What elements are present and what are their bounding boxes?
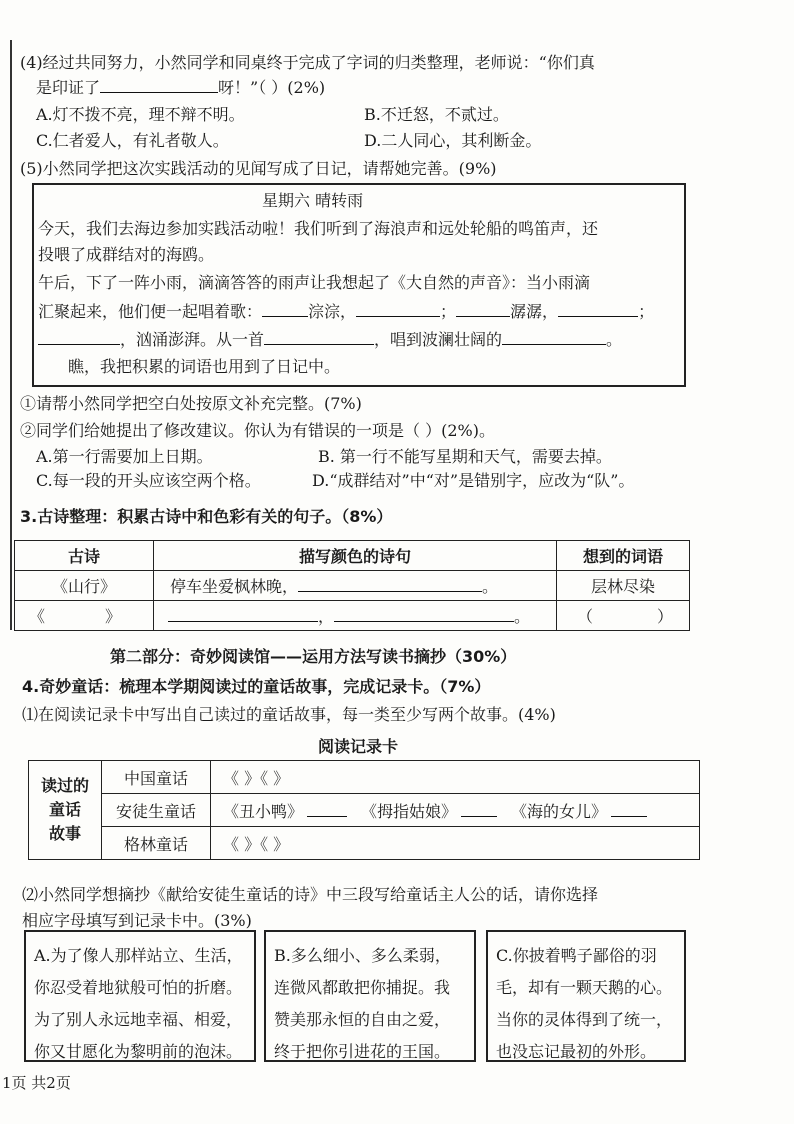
row-label: 读过的 童话 故事 (29, 761, 102, 860)
part2-title: 第二部分：奇妙阅读馆——运用方法写读书摘抄（30%） (110, 647, 517, 666)
diary-blank-7[interactable] (502, 328, 606, 345)
q4-line2: 是印证了 呀！”（ ）(2%) (36, 78, 326, 97)
row2-poem: 《 》 (15, 601, 154, 631)
q4-option-a: A.灯不拨不亮，理不辩不明。 (36, 105, 245, 124)
diary-p2c: ，汹涌澎湃。从一首 ，唱到波澜壮阔的 。 (38, 328, 622, 351)
header-poem: 古诗 (15, 541, 154, 571)
diary-blank-2[interactable] (356, 300, 440, 317)
diary-blank-6[interactable] (264, 328, 374, 345)
diary-p1a: 今天，我们去海边参加实践活动啦！我们听到了海浪声和远处轮船的鸣笛声，还 (38, 219, 599, 238)
margin-line (10, 40, 12, 630)
diary-p2b: 汇聚起来，他们便一起唱着歌： 淙淙， ； 潺潺， ； (38, 302, 655, 321)
card-title: 阅读记录卡 (318, 737, 399, 756)
andersen-blank-3[interactable] (611, 800, 647, 817)
diary-date: 星期六 晴转雨 (262, 191, 364, 210)
row1-blank[interactable] (298, 575, 482, 592)
q4b-sub2a: ⑵小然同学想摘抄《献给安徒生童话的诗》中三段写给童话主人公的话，请你选择 (22, 885, 599, 904)
cat-chinese-content[interactable]: 《 》《 》 (211, 761, 700, 794)
q4-line1: (4)经过共同努力，小然同学和同桌终于完成了字词的归类整理，老师说：“你们真 (20, 53, 595, 72)
q4b-sub1: ⑴在阅读记录卡中写出自己读过的童话故事，每一类至少写两个故事。(4%) (22, 705, 556, 724)
poem-table (14, 540, 690, 631)
row2-line: ， 。 (154, 601, 557, 631)
diary-p3: 瞧，我把积累的词语也用到了日记中。 (68, 357, 341, 376)
q5-title: (5)小然同学把这次实践活动的见闻写成了日记，请帮她完善。(9%) (20, 159, 497, 178)
cat-grimm: 格林童话 (102, 827, 211, 860)
row2-word: （ ） (557, 601, 690, 631)
q4b-sub2b: 相应字母填写到记录卡中。(3%) (22, 911, 252, 930)
page-footer: 1页 共2页 (2, 1074, 71, 1092)
excerpt-box-a: A.为了像人那样站立、生活， 你忍受着地狱般可怕的折磨。 为了别人永远地幸福、相爱， 你又甘愿化为黎明前的泡沫。 (24, 930, 256, 1062)
andersen-blank-1[interactable] (307, 800, 347, 817)
q5-option-d: D.“成群结对”中“对”是错别字，应改为“队”。 (312, 471, 635, 490)
reading-card (28, 760, 700, 860)
poem-shanxing: 《山行》 (15, 571, 154, 601)
q4b-title: 4.奇妙童话：梳理本学期阅读过的童话故事，完成记录卡。（7%） (22, 677, 491, 696)
q5-option-c: C.每一段的开头应该空两个格。 (36, 471, 261, 490)
q5-sub2: ②同学们给她提出了修改建议。你认为有错误的一项是（ ）(2%)。 (20, 421, 495, 440)
row2-blank-2[interactable] (334, 605, 514, 622)
q4-answer-blank[interactable] (100, 76, 218, 93)
row2-blank-1[interactable] (168, 605, 318, 622)
diary-blank-4[interactable] (558, 300, 638, 317)
cat-grimm-content[interactable]: 《 》《 》 (211, 827, 700, 860)
cat-andersen: 安徒生童话 (102, 794, 211, 827)
diary-blank-5[interactable] (38, 328, 120, 345)
header-word: 想到的词语 (557, 541, 690, 571)
q4-option-b: B.不迁怒，不贰过。 (364, 105, 509, 124)
q3-title: 3.古诗整理：积累古诗中和色彩有关的句子。（8%） (20, 507, 393, 526)
diary-p2a: 午后，下了一阵小雨，滴滴答答的雨声让我想起了《大自然的声音》：当小雨滴 (38, 273, 591, 292)
andersen-blank-2[interactable] (461, 800, 497, 817)
q4-option-c: C.仁者爱人，有礼者敬人。 (36, 131, 229, 150)
diary-p1b: 投喂了成群结对的海鸥。 (38, 245, 215, 264)
diary-blank-3[interactable] (456, 300, 510, 317)
q5-sub1: ①请帮小然同学把空白处按原文补充完整。(7%) (20, 394, 362, 413)
q5-option-b: B. 第一行不能写星期和天气，需要去掉。 (318, 447, 612, 466)
q5-option-a: A.第一行需要加上日期。 (36, 447, 213, 466)
cat-andersen-content: 《丑小鸭》 《拇指姑娘》 《海的女儿》 (211, 794, 700, 827)
diary-blank-1[interactable] (262, 300, 308, 317)
excerpt-box-c: C.你披着鸭子鄙俗的羽 毛，却有一颗天鹅的心。 当你的灵体得到了统一， 也没忘记最初的外形。 (486, 930, 686, 1062)
cat-chinese: 中国童话 (102, 761, 211, 794)
excerpt-box-b: B.多么细小、多么柔弱， 连微风都敢把你捕捉。我 赞美那永恒的自由之爱， 终于把你引进花的王国。 (264, 930, 476, 1062)
q4-option-d: D.二人同心，其利断金。 (364, 131, 542, 150)
row1-word: 层林尽染 (557, 571, 690, 601)
header-line: 描写颜色的诗句 (154, 541, 557, 571)
row1-line: 停车坐爱枫林晚， 。 (154, 571, 557, 601)
